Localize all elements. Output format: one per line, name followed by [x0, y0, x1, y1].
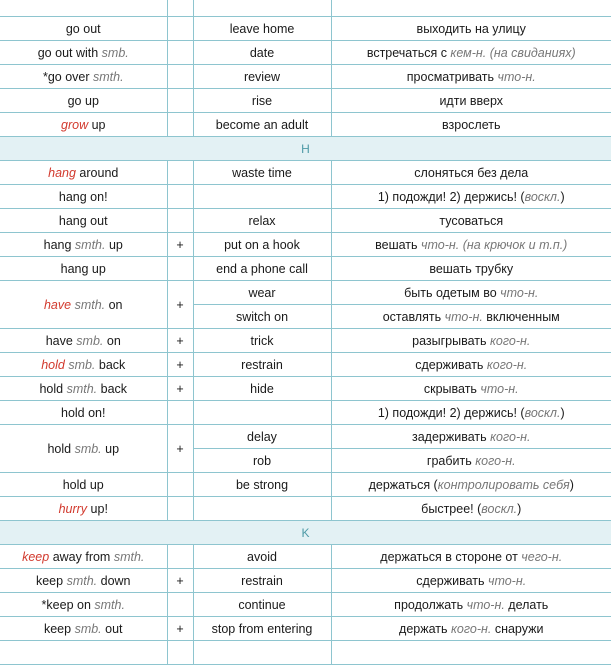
transitive-mark-cell	[167, 161, 193, 185]
phrasal-segment: up	[105, 237, 123, 252]
transitive-mark-cell	[167, 545, 193, 569]
phrasal-verb-cell	[0, 329, 167, 353]
synonym-cell: stop from entering	[193, 617, 331, 641]
synonym-cell: relax	[193, 209, 331, 233]
phrasal-verb-cell	[0, 617, 167, 641]
transitive-mark-cell	[167, 89, 193, 113]
russian-segment: что-н.	[497, 69, 536, 84]
table-row	[0, 281, 611, 305]
russian-segment: просматривать	[406, 69, 498, 84]
table-row	[0, 329, 611, 353]
phrasal-segment: keep	[22, 549, 50, 564]
phrasal-segment: on	[105, 297, 123, 312]
synonym-cell: rise	[193, 89, 331, 113]
table-row	[0, 617, 611, 641]
synonym-cell: be strong	[193, 473, 331, 497]
russian-translation-cell	[331, 113, 611, 137]
transitive-mark-cell	[167, 41, 193, 65]
phrasal-segment: smth.	[94, 597, 125, 612]
russian-translation-cell	[331, 449, 611, 473]
table-row	[0, 641, 611, 665]
russian-segment: )	[560, 405, 565, 420]
table-row	[0, 41, 611, 65]
synonym-cell: avoid	[193, 545, 331, 569]
phrasal-segment: up!	[87, 501, 108, 516]
russian-segment: что-н.	[466, 597, 505, 612]
russian-segment: задерживать	[412, 429, 491, 444]
phrasal-segment: smb.	[101, 45, 129, 60]
synonym-cell	[193, 0, 331, 17]
phrasal-verb-cell	[0, 17, 167, 41]
phrasal-segment: smth.	[74, 237, 106, 252]
russian-segment: )	[560, 189, 565, 204]
phrasal-verb-cell	[0, 473, 167, 497]
russian-segment: быть одетым во	[404, 285, 501, 300]
russian-segment: скрывать	[423, 381, 481, 396]
russian-segment: быстрее! (	[421, 501, 482, 516]
russian-translation-cell	[331, 593, 611, 617]
phrasal-segment: hold	[41, 357, 65, 372]
russian-translation-cell	[331, 89, 611, 113]
phrasal-segment: hang up	[60, 261, 106, 276]
russian-segment: )	[569, 477, 574, 492]
russian-translation-cell	[331, 65, 611, 89]
synonym-cell: wear	[193, 281, 331, 305]
synonym-cell: become an adult	[193, 113, 331, 137]
phrasal-segment: up	[101, 441, 120, 456]
russian-segment: держаться в стороне от	[380, 549, 522, 564]
phrasal-verb-cell	[0, 89, 167, 113]
table-row	[0, 497, 611, 521]
phrasal-verb-cell	[0, 257, 167, 281]
table-row	[0, 65, 611, 89]
russian-segment: оставлять	[382, 309, 445, 324]
table-row	[0, 545, 611, 569]
transitive-mark-cell: +	[167, 569, 193, 593]
russian-segment: контролировать себя	[437, 477, 570, 492]
letter-header: K	[0, 521, 611, 545]
phrasal-segment: smb.	[74, 441, 102, 456]
table-row	[0, 0, 611, 17]
synonym-cell: delay	[193, 425, 331, 449]
transitive-mark-cell: +	[167, 377, 193, 401]
phrasal-segment: smb.	[74, 621, 102, 636]
russian-translation-cell	[331, 41, 611, 65]
russian-segment: вешать	[375, 237, 422, 252]
phrasal-verb-cell	[0, 233, 167, 257]
transitive-mark-cell: +	[167, 353, 193, 377]
transitive-mark-cell: +	[167, 281, 193, 329]
table-row	[0, 161, 611, 185]
phrasal-verb-cell	[0, 641, 167, 665]
phrasal-segment: up	[88, 117, 106, 132]
russian-translation-cell	[331, 569, 611, 593]
phrasal-segment: hang out	[58, 213, 108, 228]
russian-segment: кем-н.	[450, 45, 487, 60]
russian-segment: что-н.	[487, 573, 527, 588]
table-row	[0, 113, 611, 137]
phrasal-segment: on	[103, 333, 121, 348]
russian-segment: делать	[504, 597, 549, 612]
russian-translation-cell	[331, 281, 611, 305]
phrasal-segment: back	[97, 381, 128, 396]
phrasal-segment: smb.	[68, 357, 96, 372]
transitive-mark-cell	[167, 113, 193, 137]
russian-segment: 1) подожди! 2) держись! (	[377, 405, 525, 420]
russian-translation-cell	[331, 17, 611, 41]
phrasal-segment: smth.	[74, 297, 106, 312]
synonym-cell: review	[193, 65, 331, 89]
russian-translation-cell	[331, 353, 611, 377]
phrasal-segment: away from	[49, 549, 114, 564]
transitive-mark-cell	[167, 65, 193, 89]
russian-segment: воскл.	[524, 405, 561, 420]
russian-translation-cell	[331, 305, 611, 329]
russian-segment: кого-н.	[490, 429, 531, 444]
russian-segment: слоняться без дела	[414, 165, 529, 180]
russian-translation-cell	[331, 257, 611, 281]
transitive-mark-cell	[167, 0, 193, 17]
transitive-mark-cell: +	[167, 425, 193, 473]
synonym-cell: continue	[193, 593, 331, 617]
transitive-mark-cell	[167, 209, 193, 233]
synonym-cell: date	[193, 41, 331, 65]
phrasal-verb-cell	[0, 41, 167, 65]
transitive-mark-cell	[167, 473, 193, 497]
russian-translation-cell	[331, 377, 611, 401]
russian-segment: )	[517, 501, 522, 516]
phrasal-verb-cell	[0, 497, 167, 521]
russian-segment: сдерживать	[416, 573, 488, 588]
russian-translation-cell	[331, 617, 611, 641]
table-row	[0, 233, 611, 257]
transitive-mark-cell	[167, 185, 193, 209]
russian-segment: что-н.	[444, 309, 483, 324]
phrasal-verb-cell	[0, 425, 167, 473]
russian-segment: (на крючок и т.п.)	[459, 237, 568, 252]
russian-segment: грабить	[426, 453, 476, 468]
synonym-cell: end a phone call	[193, 257, 331, 281]
phrasal-segment: hang	[48, 165, 76, 180]
russian-segment: что-н.	[500, 285, 539, 300]
russian-translation-cell	[331, 473, 611, 497]
transitive-mark-cell	[167, 401, 193, 425]
synonym-cell: rob	[193, 449, 331, 473]
russian-translation-cell	[331, 497, 611, 521]
table-row	[0, 377, 611, 401]
russian-segment: разыгрывать	[412, 333, 490, 348]
russian-translation-cell	[331, 545, 611, 569]
table-row	[0, 473, 611, 497]
phrasal-segment: hang on!	[58, 189, 108, 204]
transitive-mark-cell	[167, 593, 193, 617]
phrasal-segment: hold	[47, 441, 75, 456]
synonym-cell	[193, 497, 331, 521]
russian-translation-cell	[331, 641, 611, 665]
phrasal-segment: around	[75, 165, 119, 180]
transitive-mark-cell	[167, 641, 193, 665]
phrasal-segment: hold on!	[61, 405, 106, 420]
russian-segment: держаться (	[368, 477, 438, 492]
russian-segment: продолжать	[394, 597, 467, 612]
table-row	[0, 353, 611, 377]
letter-header-row	[0, 521, 611, 545]
phrasal-segment: grow	[61, 117, 89, 132]
phrasal-segment: smth.	[92, 69, 124, 84]
phrasal-segment: hold	[39, 381, 67, 396]
russian-translation-cell	[331, 209, 611, 233]
phrasal-segment: smth.	[113, 549, 145, 564]
phrasal-verb-cell	[0, 569, 167, 593]
russian-translation-cell	[331, 425, 611, 449]
phrasal-segment: *go over	[42, 69, 93, 84]
transitive-mark-cell: +	[167, 617, 193, 641]
phrasal-segment: *keep on	[41, 597, 95, 612]
synonym-cell	[193, 641, 331, 665]
synonym-cell	[193, 185, 331, 209]
transitive-mark-cell	[167, 17, 193, 41]
russian-segment: что-н.	[421, 237, 460, 252]
russian-segment: тусоваться	[439, 213, 504, 228]
phrasal-segment: smb.	[76, 333, 104, 348]
phrasal-verb-cell	[0, 593, 167, 617]
phrasal-verb-cell	[0, 65, 167, 89]
russian-segment: кого-н.	[450, 621, 492, 636]
russian-segment: кого-н.	[490, 333, 531, 348]
transitive-mark-cell	[167, 257, 193, 281]
russian-segment: 1) подожди! 2) держись! (	[377, 189, 525, 204]
russian-segment: идти вверх	[439, 93, 504, 108]
transitive-mark-cell	[167, 497, 193, 521]
table-row	[0, 185, 611, 209]
synonym-cell	[193, 401, 331, 425]
russian-translation-cell	[331, 0, 611, 17]
russian-segment: воскл.	[524, 189, 561, 204]
russian-segment: кого-н.	[475, 453, 516, 468]
russian-segment: вешать трубку	[429, 261, 514, 276]
phrasal-verb-cell	[0, 545, 167, 569]
phrasal-segment: have	[45, 333, 77, 348]
phrasal-verb-cell	[0, 281, 167, 329]
phrasal-segment: go out	[65, 21, 101, 36]
phrasal-segment: out	[101, 621, 123, 636]
phrasal-segment: hurry	[58, 501, 88, 516]
letter-header: H	[0, 137, 611, 161]
phrasal-segment: go up	[67, 93, 99, 108]
phrasal-verb-cell	[0, 185, 167, 209]
table-row	[0, 425, 611, 449]
synonym-cell: put on a hook	[193, 233, 331, 257]
transitive-mark-cell: +	[167, 233, 193, 257]
phrasal-verb-cell	[0, 161, 167, 185]
phrasal-verb-cell	[0, 377, 167, 401]
table-row	[0, 569, 611, 593]
russian-translation-cell	[331, 185, 611, 209]
russian-translation-cell	[331, 233, 611, 257]
russian-segment: (на свиданиях)	[486, 45, 576, 60]
phrasal-segment: down	[97, 573, 131, 588]
phrasal-segment: have	[43, 297, 72, 312]
synonym-cell: restrain	[193, 569, 331, 593]
russian-translation-cell	[331, 329, 611, 353]
phrasal-verb-cell	[0, 209, 167, 233]
letter-header-row	[0, 137, 611, 161]
table-row	[0, 17, 611, 41]
phrasal-segment: smth.	[66, 381, 98, 396]
table-row	[0, 209, 611, 233]
phrasal-segment: keep	[35, 573, 67, 588]
phrasal-segment: hold up	[62, 477, 104, 492]
russian-translation-cell	[331, 401, 611, 425]
russian-segment: держать	[399, 621, 451, 636]
russian-segment: выходить на улицу	[416, 21, 526, 36]
synonym-cell: restrain	[193, 353, 331, 377]
russian-segment: кого-н.	[486, 357, 528, 372]
synonym-cell: hide	[193, 377, 331, 401]
phrasal-verb-cell	[0, 113, 167, 137]
phrasal-verb-cell	[0, 353, 167, 377]
russian-segment: встречаться с	[366, 45, 451, 60]
table-row	[0, 257, 611, 281]
phrasal-segment: go out with	[37, 45, 102, 60]
russian-segment: включенным	[482, 309, 560, 324]
russian-segment: снаружи	[491, 621, 544, 636]
phrasal-verb-cell	[0, 0, 167, 17]
transitive-mark-cell: +	[167, 329, 193, 353]
synonym-cell: leave home	[193, 17, 331, 41]
table-row	[0, 593, 611, 617]
synonym-cell: trick	[193, 329, 331, 353]
russian-segment: чего-н.	[521, 549, 563, 564]
phrasal-segment: hang	[43, 237, 75, 252]
synonym-cell: waste time	[193, 161, 331, 185]
phrasal-segment: smth.	[66, 573, 98, 588]
synonym-cell: switch on	[193, 305, 331, 329]
table-row	[0, 401, 611, 425]
russian-translation-cell	[331, 161, 611, 185]
russian-segment: взрослеть	[442, 117, 501, 132]
russian-segment: сдерживать	[415, 357, 487, 372]
table-row	[0, 89, 611, 113]
phrasal-segment: back	[95, 357, 126, 372]
phrasal-verb-cell	[0, 401, 167, 425]
russian-segment: воскл.	[481, 501, 518, 516]
russian-segment: что-н.	[480, 381, 519, 396]
phrasal-segment: keep	[43, 621, 75, 636]
